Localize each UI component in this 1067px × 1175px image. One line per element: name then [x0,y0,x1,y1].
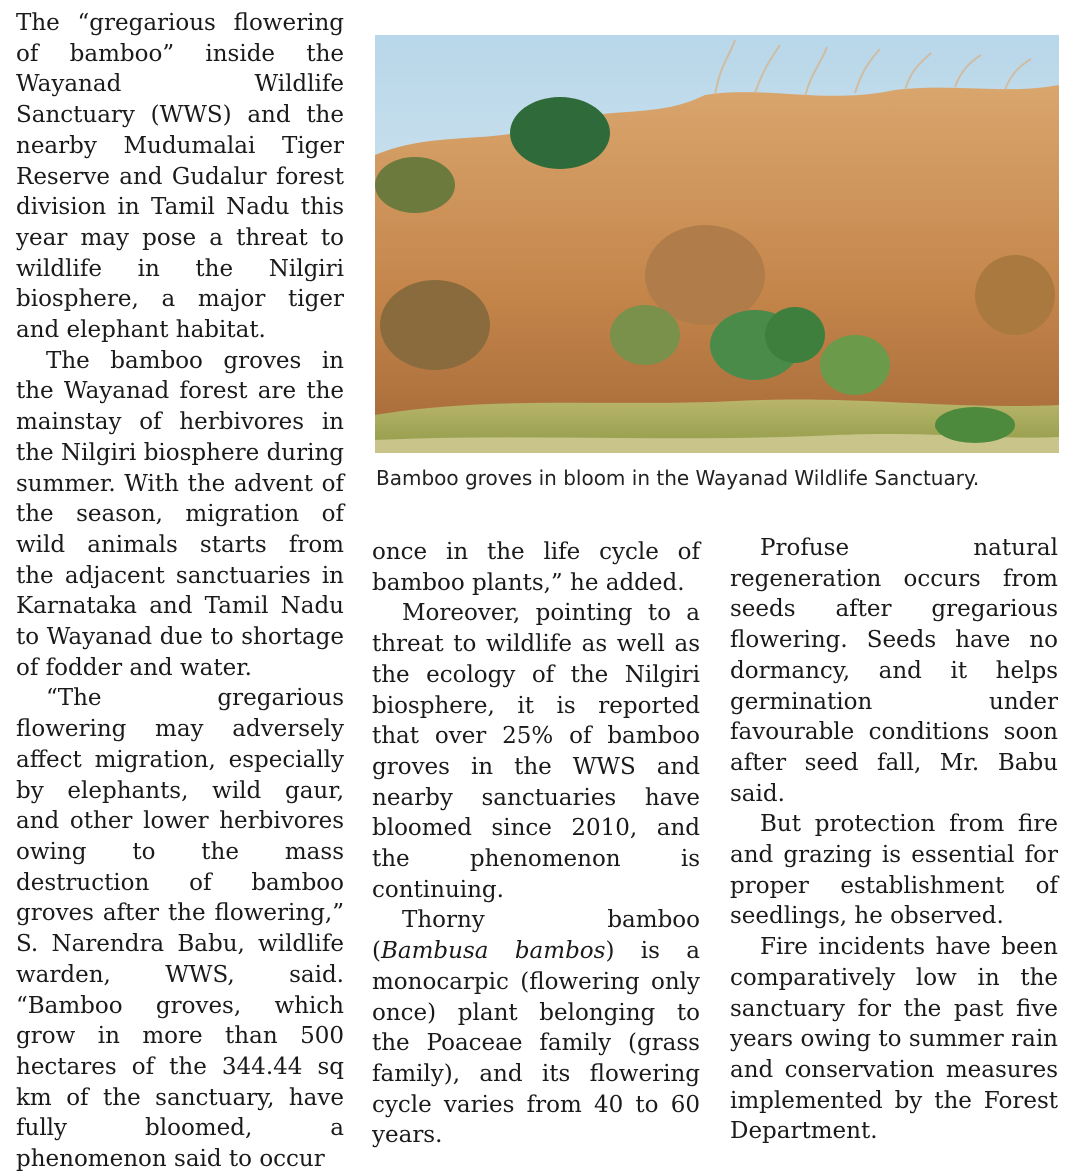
paragraph: “The gregarious flowering may adversely affect migration, especially by elephants, wild gaur, and other lower herbivores owing to the mass destruction of bamboo groves after the flowering,” S. Narendra Babu, wildlife warden, WWS, said. “Bamboo groves, which grow in more than 500 hectares of the 344.44 sq km of the sanctuary, have fully bloomed, a phenomenon said to occur [16,685,344,1173]
paragraph: The “gregarious flowering of bamboo” inside the Wayanad Wildlife Sanctuary (WWS) and the nearby Mudumalai Tiger Reserve and Gudalur forest division in Tamil Nadu this year may pose a threat to wildlife in the Nilgiri biosphere, a major tiger and elephant habitat. [16,10,344,344]
paragraph: Fire incidents have been comparatively low in the sanctuary for the past five years owing to summer rain and conservation measures implemented by the Forest Department. [730,934,1058,1145]
text-run: Thorny bamboo ( [372,907,700,965]
paragraph: But protection from fire and grazing is essential for proper establishment of seedlings, he observed. [730,811,1058,930]
species-name: Bambusa bambos [380,938,606,965]
paragraph [372,905,700,1151]
bamboo-groves-photo [375,35,1059,453]
text-run: ) is a monocarpic (flowering only once) plant belonging to the Poaceae family (grass family), and its flowering cycle varies from 40 to 60 years. [372,938,700,1149]
photo-illustration [375,35,1059,453]
photo-caption: Bamboo groves in bloom in the Wayanad Wildlife Sanctuary. [376,466,980,490]
paragraph: Moreover, pointing to a threat to wildlife as well as the ecology of the Nilgiri biosphere, it is reported that over 25% of bamboo groves in the WWS and nearby sanctuaries have bloomed since 2010, and the phenomenon is continuing. [372,600,700,903]
paragraph: The bamboo groves in the Wayanad forest are the mainstay of herbivores in the Nilgiri biosphere during summer. With the advent of the season, migration of wild animals starts from the adjacent sanctuaries in Karnataka and Tamil Nadu to Wayanad due to shortage of fodder and water. [16,347,344,681]
article-column-1 [16,8,344,1175]
paragraph: Profuse natural regeneration occurs from seeds after gregarious flowering. Seeds have no dormancy, and it helps germination under favourable conditions soon after seed fall, Mr. Babu said. [730,535,1058,807]
paragraph: once in the life cycle of bamboo plants,” he added. [372,539,700,596]
article-column-2 [372,537,700,1151]
article-column-3 [730,533,1058,1147]
